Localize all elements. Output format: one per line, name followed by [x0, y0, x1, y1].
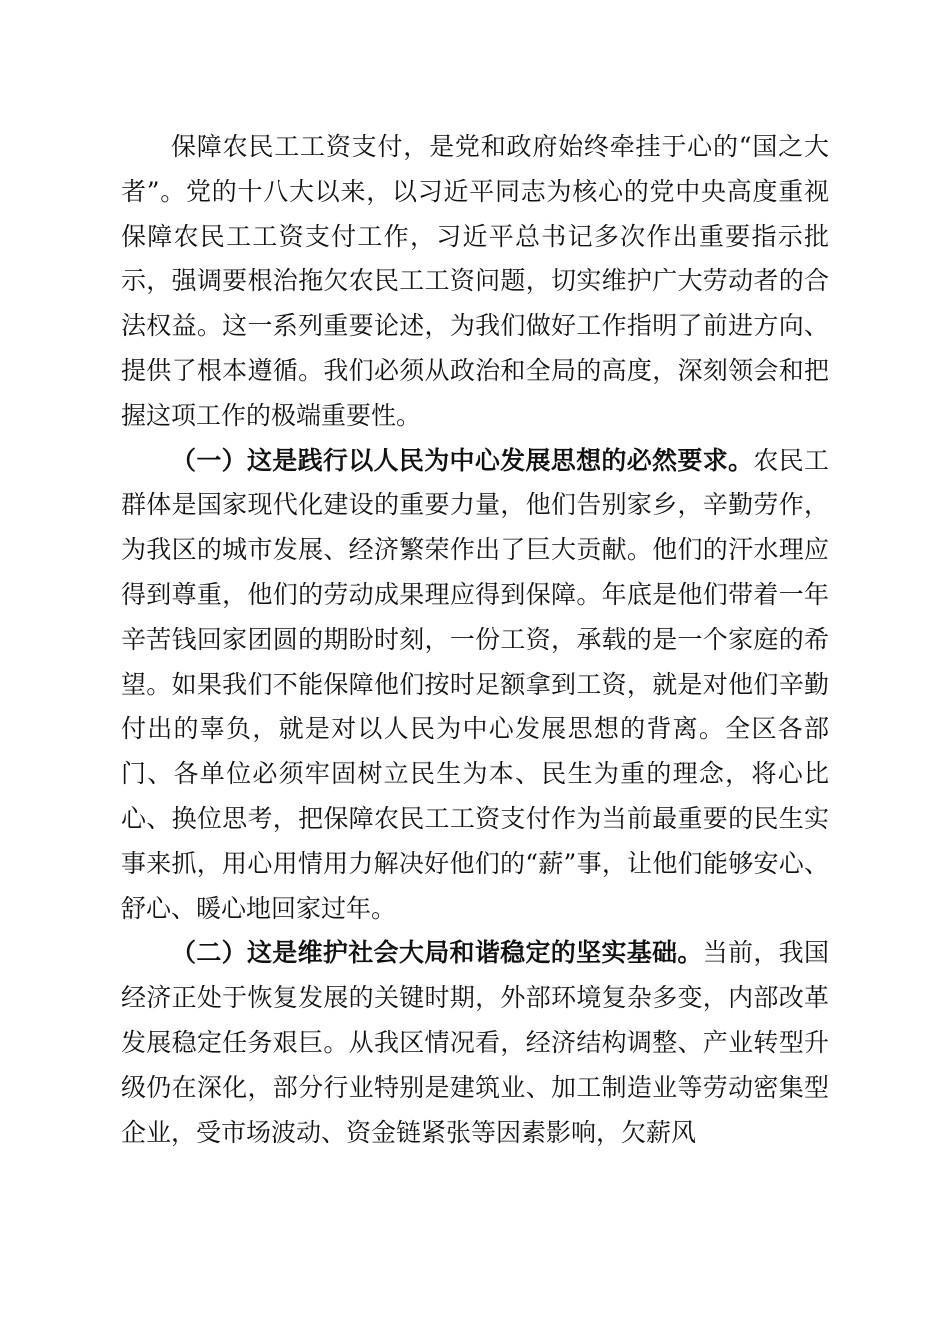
document-body [121, 125, 829, 1155]
paragraph-intro-text: 保障农民工工资支付，是党和政府始终牵挂于心的“国之大者”。党的十八大以来，以习近平同志为核心的党中央高度重视保障农民工工资支付工作，习近平总书记多次作出重要指示批示，强调要根治拖欠农民工工资问题，切实维护广大劳动者的合法权益。这一系列重要论述，为我们做好工作指明了前进方向、提供了根本遵循。我们必须从政治和全局的高度，深刻领会和把握这项工作的极端重要性。 [121, 132, 829, 430]
paragraph-section-1 [121, 439, 829, 932]
section-1-heading: （一）这是践行以人民为中心发展思想的必然要求。 [171, 445, 754, 475]
section-2-heading: （二）这是维护社会大局和谐稳定的坚实基础。 [171, 938, 703, 968]
section-2-text: 当前，我国经济正处于恢复发展的关键时期，外部环境复杂多变，内部改革发展稳定任务艰巨。从我区情况看，经济结构调整、产业转型升级仍在深化，部分行业特别是建筑业、加工制造业等劳动密集型企业，受市场波动、资金链紧张等因素影响，欠薪风 [121, 938, 829, 1147]
paragraph-section-2 [121, 931, 829, 1155]
section-1-text: 农民工群体是国家现代化建设的重要力量，他们告别家乡，辛勤劳作，为我区的城市发展、经济繁荣作出了巨大贡献。他们的汗水理应得到尊重，他们的劳动成果理应得到保障。年底是他们带着一年辛苦钱回家团圆的期盼时刻，一份工资，承载的是一个家庭的希望。如果我们不能保障他们按时足额拿到工资，就是对他们辛勤付出的辜负，就是对以人民为中心发展思想的背离。全区各部门、各单位必须牢固树立民生为本、民生为重的理念，将心比心、换位思考，把保障农民工工资支付作为当前最重要的民生实事来抓，用心用情用力解决好他们的“薪”事，让他们能够安心、舒心、暖心地回家过年。 [121, 445, 829, 923]
paragraph-intro [121, 125, 829, 439]
